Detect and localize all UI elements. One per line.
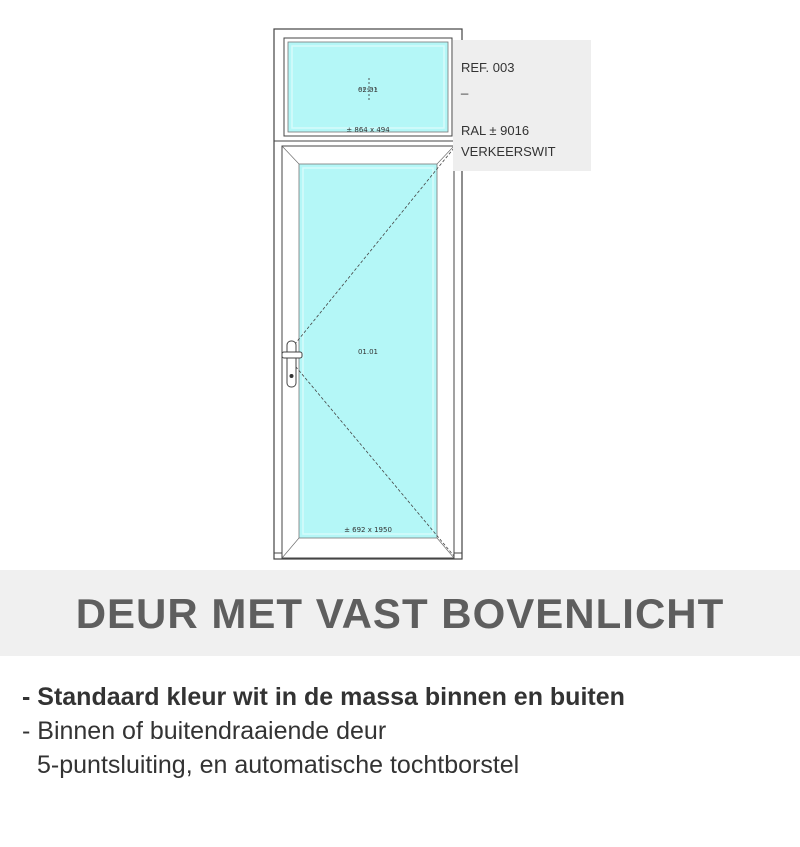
reference-code: REF. 003 — [461, 60, 515, 75]
feature-item: 5-puntsluiting, en automatische tochtborstel — [37, 751, 520, 779]
feature-item: - Standaard kleur wit in de massa binnen en buiten — [22, 683, 625, 711]
door-label: 01.01 — [357, 348, 379, 356]
ral-code: RAL ± 9016 — [461, 123, 530, 138]
reference-panel — [453, 40, 591, 171]
door-size: ± 692 x 1950 — [344, 526, 392, 534]
title-banner — [0, 570, 800, 656]
color-name: VERKEERSWIT — [461, 144, 556, 159]
feature-item: - Binnen of buitendraaiende deur — [22, 717, 387, 745]
reference-dash: _ — [461, 80, 469, 95]
feature-list — [22, 680, 792, 782]
product-title: DEUR MET VAST BOVENLICHT — [75, 590, 725, 637]
transom-size: ± 864 x 494 — [346, 126, 390, 134]
transom-label: 02.01 — [357, 86, 379, 94]
